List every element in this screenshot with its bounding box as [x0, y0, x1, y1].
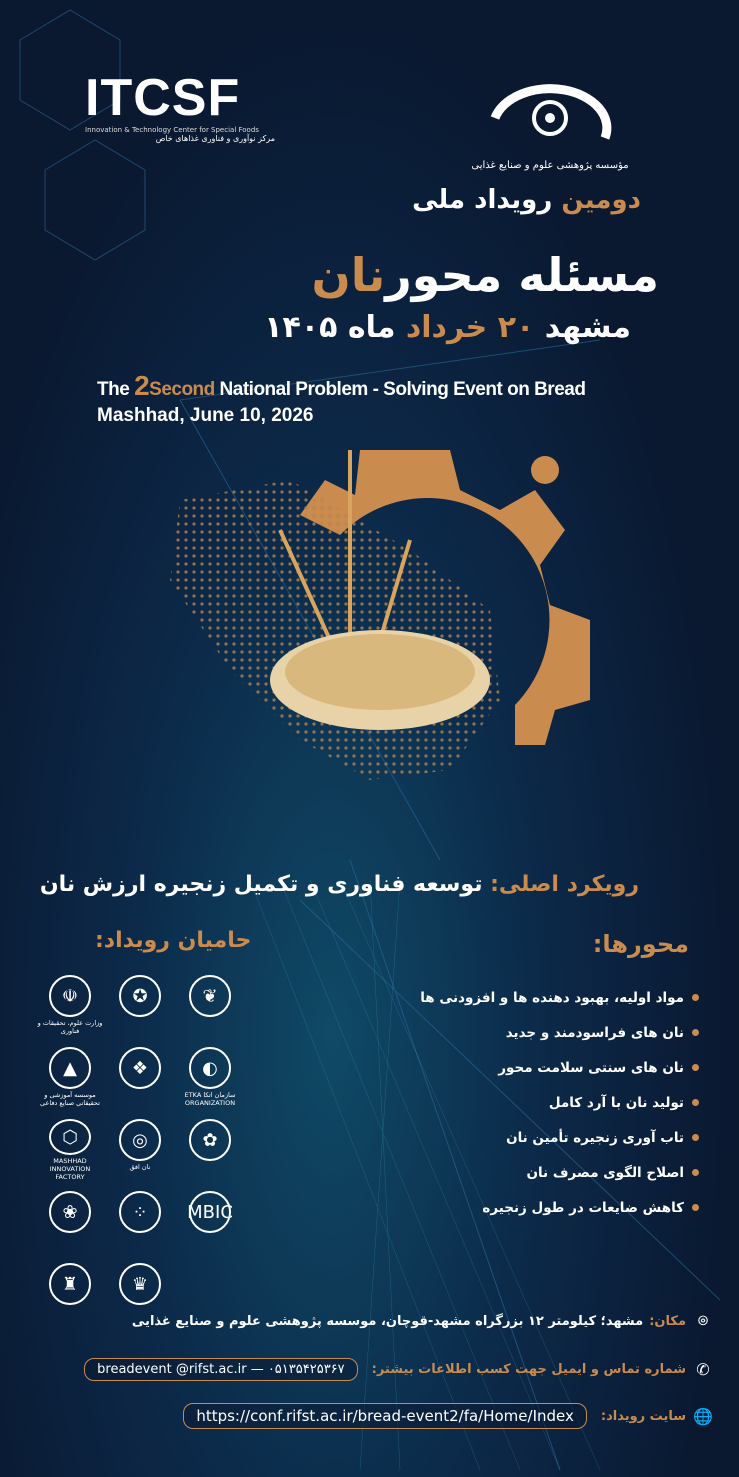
- bullet-icon: [692, 1169, 699, 1176]
- globe-www-icon: 🌐: [693, 1406, 713, 1426]
- axis-item: مواد اولیه، بهبود دهنده ها و افزودنی ها: [379, 980, 699, 1015]
- sponsor-logo: [105, 1047, 175, 1109]
- bullet-icon: [692, 1134, 699, 1141]
- sponsor-emblem-icon: ⬡: [49, 1119, 91, 1155]
- contact-row: ✆ شماره تماس و ایمیل جهت کسب اطلاعات بیشتر: breadevent @rifst.ac.ir — ۰۵۱۳۵۴۲۵۳۶۷: [84, 1358, 714, 1381]
- sponsor-emblem-icon: ✿: [189, 1119, 231, 1161]
- sponsor-emblem-icon: ▲: [49, 1047, 91, 1089]
- sponsor-emblem-icon: MBIC: [189, 1191, 231, 1233]
- axes-list: [379, 980, 699, 1225]
- website-link[interactable]: https://conf.rifst.ac.ir/bread-event2/fa/Home/Index: [183, 1403, 587, 1429]
- location-pin-icon: ⌾: [698, 1311, 708, 1330]
- dotted-map: [170, 480, 500, 780]
- axis-item: کاهش ضایعات در طول زنجیره: [379, 1190, 699, 1225]
- sponsor-logo: ⬡ MASHHAD INNOVATION FACTORY: [35, 1119, 105, 1181]
- sponsor-emblem-icon: ♛: [119, 1263, 161, 1305]
- phone-icon: ✆: [696, 1360, 710, 1379]
- bullet-icon: [692, 1204, 699, 1211]
- website-row: 🌐 سایت رویداد: https://conf.rifst.ac.ir/bread-event2/fa/Home/Index: [183, 1403, 714, 1429]
- axes-heading: محورها:: [592, 930, 689, 958]
- location-row: ⌾ مکان: مشهد؛ کیلومتر ۱۲ بزرگراه مشهد-قوچان، موسسه پژوهشی علوم و صنایع غذایی: [132, 1310, 714, 1332]
- sponsor-emblem-icon: ❖: [119, 1047, 161, 1089]
- title-date-fa: مشهد ۲۰ خرداد ماه ۱۴۰۵: [264, 310, 631, 345]
- sponsor-logo: [175, 1191, 245, 1253]
- sponsors-heading: حامیان رویداد:: [95, 928, 252, 953]
- sponsor-logo: [105, 975, 175, 1037]
- axis-item: اصلاح الگوی مصرف نان: [379, 1155, 699, 1190]
- sponsor-emblem-icon: ◎: [119, 1119, 161, 1161]
- title-en: The 2Second National Problem - Solving Event on Bread: [97, 370, 586, 401]
- sponsors-grid: [35, 975, 245, 1325]
- bullet-icon: [692, 1099, 699, 1106]
- rifst-logo: مؤسسه پژوهشی علوم و صنایع غذایی: [470, 78, 630, 171]
- sponsor-emblem-icon: ♜: [49, 1263, 91, 1305]
- bullet-icon: [692, 1029, 699, 1036]
- axis-item: نان های سنتی سلامت محور: [379, 1050, 699, 1085]
- title-line-2: مسئله محورنان: [311, 248, 659, 302]
- bullet-icon: [692, 1064, 699, 1071]
- rifst-emblem-icon: [475, 78, 625, 150]
- contact-email-phone[interactable]: breadevent @rifst.ac.ir — ۰۵۱۳۵۴۲۵۳۶۷: [84, 1358, 358, 1381]
- title-line-1: دومین رویداد ملی: [412, 185, 641, 215]
- sponsor-logo: ☫ وزارت علوم، تحقیقات و فناوری: [35, 975, 105, 1037]
- sponsor-emblem-icon: ✪: [119, 975, 161, 1017]
- sponsor-logo: ◎ نان افق: [105, 1119, 175, 1181]
- bread-illustration: [150, 440, 610, 840]
- sponsor-logo: [175, 1119, 245, 1181]
- sponsor-emblem-icon: ⁘: [119, 1191, 161, 1233]
- sponsor-logo: ◐ سازمان اتکا ETKA ORGANIZATION: [175, 1047, 245, 1109]
- sponsor-logo: ▲ موسسه آموزشی و تحقیقاتی صنایع دفاعی: [35, 1047, 105, 1109]
- sponsor-emblem-icon: ◐: [189, 1047, 231, 1089]
- bullet-icon: [692, 994, 699, 1001]
- sponsor-logo: [35, 1191, 105, 1253]
- itcsf-logo: ITCSF Innovation & Technology Center for Special Foods مرکز نوآوری و فناوری غذاهای خاص: [85, 69, 275, 143]
- sponsor-emblem-icon: ❦: [189, 975, 231, 1017]
- axis-item: تولید نان با آرد کامل: [379, 1085, 699, 1120]
- axis-item: نان های فراسودمند و جدید: [379, 1015, 699, 1050]
- lightbulb-icon: [531, 456, 559, 484]
- sponsor-emblem-icon: ❀: [49, 1191, 91, 1233]
- sponsor-logo: [105, 1191, 175, 1253]
- date-en: Mashhad, June 10, 2026: [97, 405, 314, 426]
- sponsor-logo: [175, 975, 245, 1037]
- sponsor-logo: [35, 1263, 105, 1325]
- sponsor-emblem-icon: ☫: [49, 975, 91, 1017]
- main-approach: رویکرد اصلی: توسعه فناوری و تکمیل زنجیره ارزش نان: [39, 872, 639, 897]
- axis-item: تاب آوری زنجیره تأمین نان: [379, 1120, 699, 1155]
